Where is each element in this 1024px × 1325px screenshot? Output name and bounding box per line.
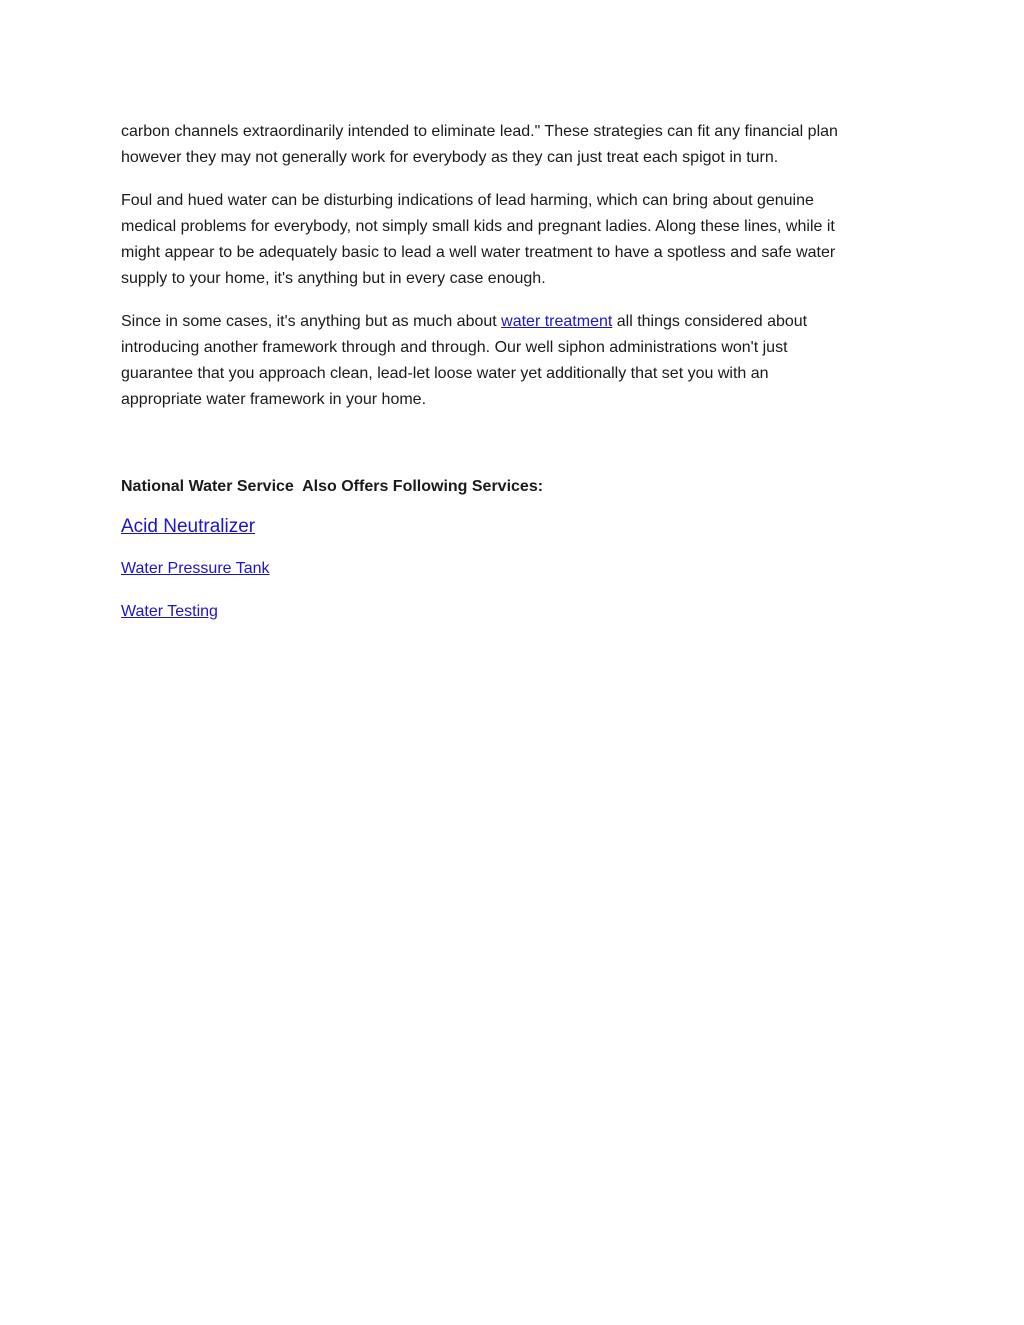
water-testing-link[interactable]: Water Testing: [121, 603, 218, 620]
paragraph-line: introducing another framework through and through. Our well siphon administrations won't just: [121, 339, 788, 356]
acid-neutralizer-link[interactable]: Acid Neutralizer: [121, 516, 256, 537]
water-pressure-tank-link[interactable]: Water Pressure Tank: [121, 560, 270, 577]
paragraph-3: [121, 309, 901, 413]
paragraph-line: Foul and hued water can be disturbing indications of lead harming, which can bring about genuine: [121, 192, 814, 209]
paragraph-1: [121, 119, 901, 171]
paragraph-line: appropriate water framework in your home.: [121, 391, 427, 408]
paragraph-line: [121, 309, 901, 335]
paragraph-line: supply to your home, it's anything but in every case enough.: [121, 270, 546, 287]
water-treatment-link[interactable]: water treatment: [501, 313, 613, 330]
paragraph-line: might appear to be adequately basic to lead a well water treatment to have a spotless and safe water: [121, 244, 836, 261]
section-spacer: [121, 430, 901, 474]
paragraph-line: guarantee that you approach clean, lead-let loose water yet additionally that set you with an: [121, 365, 769, 382]
services-heading: National Water Service Also Offers Following Services:: [121, 478, 544, 495]
paragraph-line: carbon channels extraordinarily intended to eliminate lead." These strategies can fit any financial plan: [121, 123, 838, 140]
paragraph-text: all things considered about: [612, 313, 808, 330]
paragraph-line: however they may not generally work for everybody as they can just treat each spigot in turn.: [121, 149, 779, 166]
paragraph-line: medical problems for everybody, not simply small kids and pregnant ladies. Along these lines, while it: [121, 218, 835, 235]
document-body: [121, 119, 901, 642]
paragraph-text: Since in some cases, it's anything but as much about: [121, 313, 502, 330]
paragraph-2: [121, 188, 901, 292]
